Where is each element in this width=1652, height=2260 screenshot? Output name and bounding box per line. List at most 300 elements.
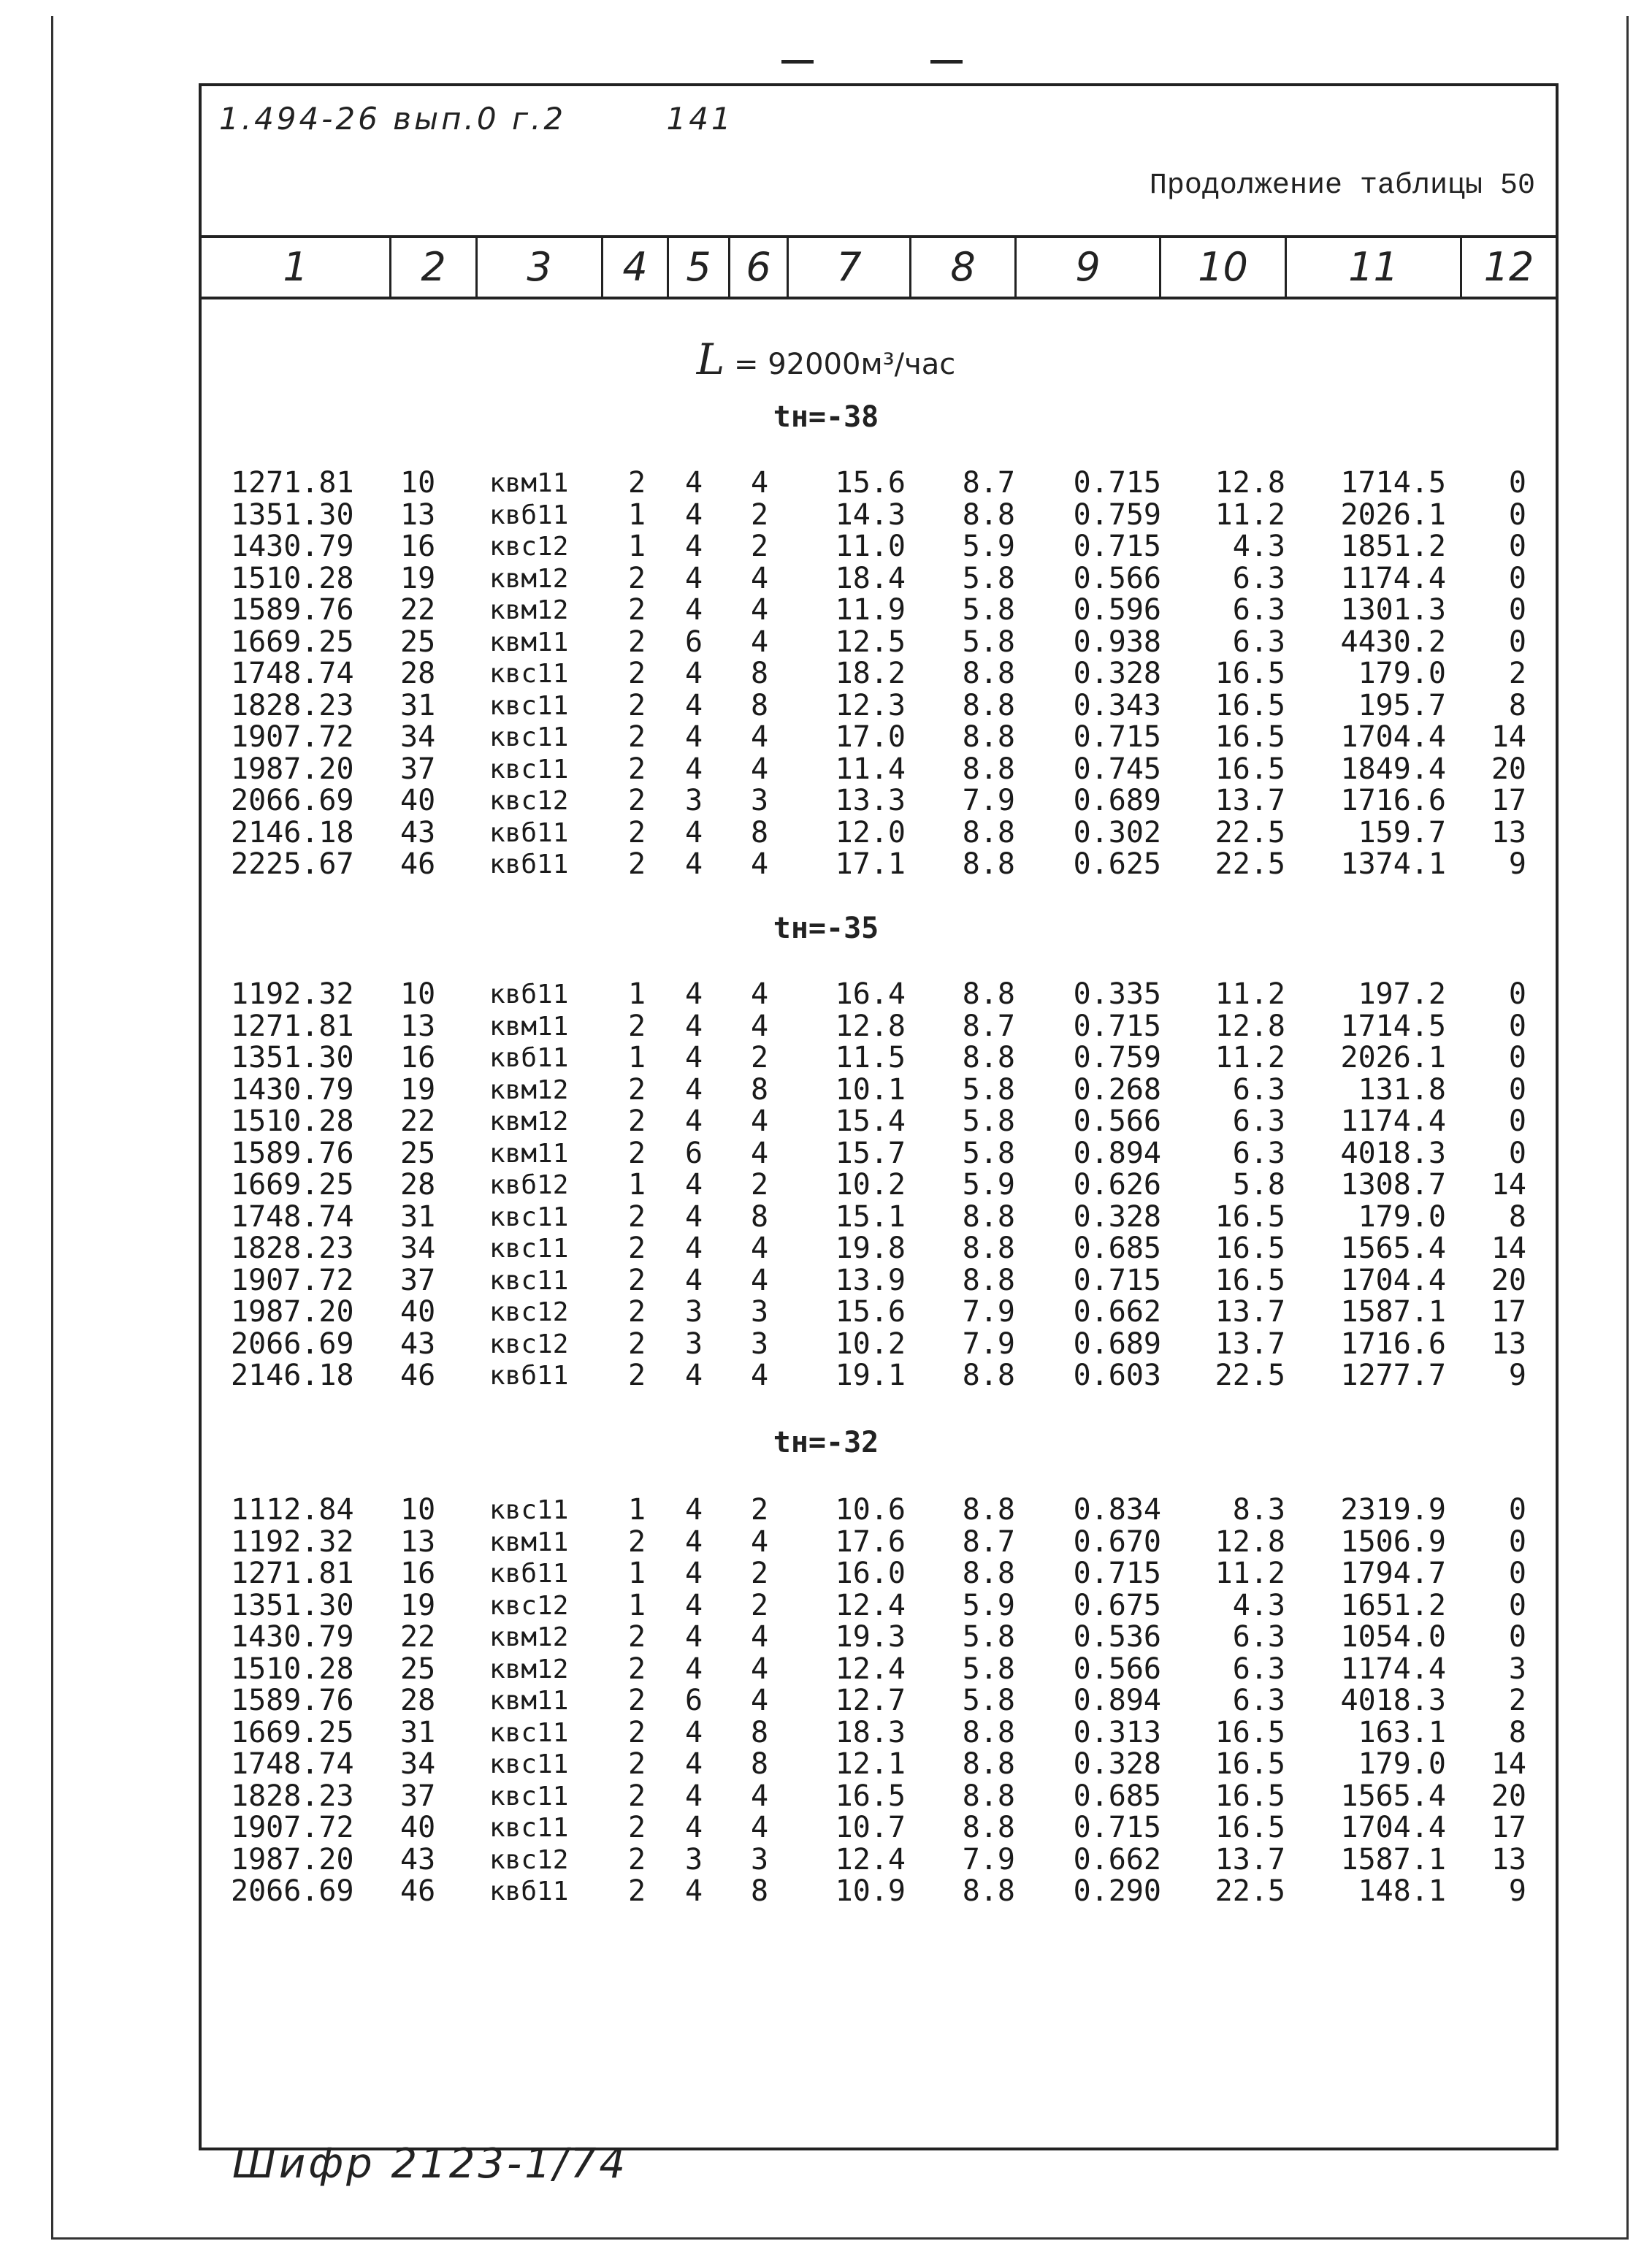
table-cell-col9: 0.536 (1073, 1620, 1161, 1654)
table-row (0, 531, 1652, 562)
table-cell-col6: 4 (750, 1104, 769, 1138)
table-cell-col4: 2 (627, 1326, 646, 1361)
table-cell-col11: 148.1 (1358, 1874, 1446, 1908)
table-cell-col1: 2066.69 (231, 784, 354, 817)
table-cell-col1: 1987.20 (231, 1295, 354, 1329)
table-cell-col4: 2 (627, 815, 646, 850)
table-cell-col5: 4 (684, 657, 703, 690)
table-row (0, 785, 1652, 817)
table-cell-col6: 2 (750, 1041, 769, 1074)
table-cell-col6: 4 (750, 625, 769, 659)
table-cell-col1: 1987.20 (231, 1842, 354, 1877)
table-cell-col3: квс12 (489, 1297, 569, 1327)
table-cell-col2: 19 (400, 1588, 436, 1622)
section-title: tн=-38 (773, 400, 879, 434)
table-cell-col10: 8.3 (1232, 1493, 1285, 1527)
table-cell-col11: 159.7 (1358, 815, 1446, 850)
table-cell-col4: 2 (627, 466, 646, 500)
table-cell-col7: 15.6 (835, 1295, 906, 1329)
table-cell-col5: 4 (684, 1524, 703, 1559)
table-cell-col1: 1987.20 (231, 752, 354, 786)
table-cell-col12: 8 (1508, 1199, 1526, 1234)
table-cell-col5: 4 (684, 688, 703, 722)
column-header-2: 2 (391, 238, 478, 297)
table-cell-col1: 1271.81 (231, 466, 354, 500)
table-cell-col7: 12.4 (835, 1652, 906, 1686)
table-cell-col9: 0.715 (1073, 1263, 1161, 1297)
table-cell-col12: 0 (1508, 625, 1526, 659)
table-cell-col12: 17 (1491, 1811, 1526, 1844)
table-cell-col12: 20 (1491, 752, 1526, 786)
table-cell-col5: 4 (684, 1493, 703, 1527)
table-cell-col11: 1565.4 (1340, 1779, 1446, 1813)
table-cell-col5: 4 (684, 847, 703, 881)
table-cell-col12: 13 (1491, 815, 1526, 850)
table-cell-col1: 1430.79 (231, 1620, 354, 1654)
table-cell-col3: квм11 (489, 1138, 569, 1169)
table-cell-col11: 1174.4 (1340, 1104, 1446, 1138)
table-cell-col9: 0.745 (1073, 752, 1161, 786)
table-cell-col7: 10.9 (835, 1874, 906, 1908)
table-cell-col9: 0.834 (1073, 1493, 1161, 1527)
table-cell-col9: 0.685 (1073, 1232, 1161, 1265)
table-cell-col3: квб11 (489, 817, 569, 848)
table-cell-col4: 1 (627, 1168, 646, 1202)
table-cell-col6: 3 (750, 784, 769, 817)
table-row (0, 595, 1652, 626)
table-cell-col1: 2066.69 (231, 1326, 354, 1361)
table-cell-col2: 13 (400, 497, 436, 532)
table-cell-col8: 8.8 (962, 720, 1015, 754)
table-cell-col3: квб11 (489, 1043, 569, 1073)
table-cell-col6: 4 (750, 1652, 769, 1686)
table-cell-col6: 3 (750, 1842, 769, 1877)
table-row (0, 1590, 1652, 1622)
table-cell-col1: 2225.67 (231, 847, 354, 881)
table-cell-col6: 4 (750, 1684, 769, 1717)
table-cell-col5: 4 (684, 1620, 703, 1654)
table-cell-col8: 7.9 (962, 1842, 1015, 1877)
table-cell-col9: 0.313 (1073, 1715, 1161, 1749)
table-cell-col6: 4 (750, 977, 769, 1011)
table-cell-col4: 2 (627, 1620, 646, 1654)
table-cell-col2: 22 (400, 1620, 436, 1654)
table-cell-col7: 10.2 (835, 1168, 906, 1202)
table-cell-col3: квб11 (489, 1877, 569, 1906)
table-cell-col12: 14 (1491, 1168, 1526, 1202)
table-cell-col11: 197.2 (1358, 977, 1446, 1011)
table-cell-col7: 12.0 (835, 815, 906, 850)
table-cell-col6: 8 (750, 1747, 769, 1781)
table-cell-col11: 4018.3 (1340, 1684, 1446, 1717)
table-cell-col10: 4.3 (1232, 1588, 1285, 1622)
table-cell-col7: 17.6 (835, 1524, 906, 1559)
table-cell-col9: 0.343 (1073, 688, 1161, 722)
column-header-9: 9 (1017, 238, 1161, 297)
table-cell-col2: 46 (400, 1874, 436, 1908)
table-cell-col4: 2 (627, 1715, 646, 1749)
table-cell-col7: 19.3 (835, 1620, 906, 1654)
table-cell-col1: 1828.23 (231, 1779, 354, 1813)
table-cell-col8: 8.8 (962, 1199, 1015, 1234)
table-cell-col3: квс11 (489, 1717, 569, 1748)
table-cell-col2: 19 (400, 561, 436, 595)
table-cell-col8: 8.8 (962, 1557, 1015, 1590)
table-cell-col12: 0 (1508, 1620, 1526, 1654)
column-header-7: 7 (789, 238, 911, 297)
table-cell-col7: 10.7 (835, 1811, 906, 1844)
table-cell-col8: 5.9 (962, 1588, 1015, 1622)
table-cell-col8: 7.9 (962, 784, 1015, 817)
table-cell-col4: 1 (627, 1588, 646, 1622)
table-cell-col12: 14 (1491, 1747, 1526, 1781)
table-cell-col7: 15.1 (835, 1199, 906, 1234)
table-cell-col10: 22.5 (1215, 1359, 1285, 1392)
table-cell-col12: 0 (1508, 1041, 1526, 1074)
table-cell-col5: 4 (684, 1232, 703, 1265)
table-row (0, 754, 1652, 785)
table-row (0, 563, 1652, 595)
table-cell-col1: 1669.25 (231, 625, 354, 659)
table-cell-col5: 4 (684, 593, 703, 627)
table-cell-col8: 5.8 (962, 1620, 1015, 1654)
column-header-3: 3 (478, 238, 603, 297)
table-cell-col3: квб11 (489, 1361, 569, 1391)
table-cell-col8: 5.8 (962, 561, 1015, 595)
reference-code: 1.494-26 вып.0 г.2 (219, 101, 567, 137)
table-cell-col8: 8.8 (962, 1359, 1015, 1392)
table-cell-col10: 16.5 (1215, 1263, 1285, 1297)
table-cell-col6: 8 (750, 1874, 769, 1908)
table-row (0, 1297, 1652, 1328)
table-cell-col10: 16.5 (1215, 657, 1285, 690)
continuation-title: Продолжение таблицы 50 (1149, 169, 1535, 202)
table-cell-col10: 6.3 (1232, 1072, 1285, 1107)
table-cell-col2: 25 (400, 1652, 436, 1686)
table-cell-col12: 9 (1508, 847, 1526, 881)
table-cell-col10: 16.5 (1215, 720, 1285, 754)
table-cell-col10: 22.5 (1215, 815, 1285, 850)
table-cell-col9: 0.596 (1073, 593, 1161, 627)
table-row (0, 1138, 1652, 1169)
table-cell-col12: 2 (1508, 657, 1526, 690)
table-cell-col7: 12.8 (835, 1009, 906, 1043)
column-header-8: 8 (911, 238, 1017, 297)
table-cell-col9: 0.566 (1073, 1652, 1161, 1686)
table-cell-col8: 8.8 (962, 1041, 1015, 1074)
table-cell-col5: 4 (684, 530, 703, 563)
table-cell-col1: 1669.25 (231, 1168, 354, 1202)
table-cell-col10: 11.2 (1215, 977, 1285, 1011)
table-cell-col3: квс11 (489, 754, 569, 784)
table-row (0, 1360, 1652, 1391)
table-cell-col7: 16.4 (835, 977, 906, 1011)
table-cell-col5: 4 (684, 1104, 703, 1138)
table-row (0, 690, 1652, 722)
table-cell-col2: 46 (400, 847, 436, 881)
table-cell-col10: 16.5 (1215, 1747, 1285, 1781)
table-cell-col5: 4 (684, 1557, 703, 1590)
table-cell-col10: 13.7 (1215, 1326, 1285, 1361)
table-cell-col1: 1748.74 (231, 1747, 354, 1781)
table-cell-col7: 12.4 (835, 1588, 906, 1622)
table-cell-col7: 11.4 (835, 752, 906, 786)
column-header-1: 1 (202, 238, 391, 297)
table-cell-col6: 4 (750, 720, 769, 754)
table-cell-col4: 2 (627, 1842, 646, 1877)
table-cell-col3: квс12 (489, 532, 569, 562)
table-cell-col3: квс11 (489, 1234, 569, 1264)
table-cell-col5: 6 (684, 1684, 703, 1717)
table-cell-col5: 4 (684, 1874, 703, 1908)
table-cell-col10: 6.3 (1232, 1136, 1285, 1170)
table-cell-col4: 2 (627, 625, 646, 659)
table-row (0, 1011, 1652, 1042)
table-cell-col7: 10.2 (835, 1326, 906, 1361)
table-cell-col10: 13.7 (1215, 1842, 1285, 1877)
table-cell-col12: 8 (1508, 1715, 1526, 1749)
table-cell-col3: квм11 (489, 468, 569, 498)
column-header-row (202, 235, 1556, 299)
table-cell-col5: 4 (684, 1009, 703, 1043)
table-cell-col5: 4 (684, 561, 703, 595)
table-row (0, 722, 1652, 753)
table-cell-col5: 4 (684, 1168, 703, 1202)
table-row (0, 1812, 1652, 1844)
table-cell-col11: 1714.5 (1340, 466, 1446, 500)
table-row (0, 1654, 1652, 1685)
table-cell-col4: 1 (627, 1493, 646, 1527)
top-dash-mark (930, 60, 963, 64)
table-cell-col12: 20 (1491, 1263, 1526, 1297)
column-header-12: 12 (1483, 244, 1534, 290)
table-cell-col6: 4 (750, 1359, 769, 1392)
table-cell-col8: 8.8 (962, 1715, 1015, 1749)
table-cell-col4: 2 (627, 752, 646, 786)
table-cell-col8: 5.8 (962, 1684, 1015, 1717)
table-row (0, 467, 1652, 499)
table-cell-col5: 3 (684, 1295, 703, 1329)
table-cell-col1: 1907.72 (231, 1811, 354, 1844)
table-cell-col9: 0.894 (1073, 1684, 1161, 1717)
table-cell-col12: 0 (1508, 1136, 1526, 1170)
table-cell-col2: 28 (400, 1168, 436, 1202)
table-cell-col3: квб11 (489, 1559, 569, 1589)
table-cell-col10: 16.5 (1215, 1232, 1285, 1265)
table-row (0, 979, 1652, 1010)
table-cell-col1: 1589.76 (231, 593, 354, 627)
table-row (0, 1233, 1652, 1264)
table-cell-col1: 2146.18 (231, 815, 354, 850)
table-cell-col11: 179.0 (1358, 1747, 1446, 1781)
table-cell-col7: 15.6 (835, 466, 906, 500)
table-cell-col4: 1 (627, 530, 646, 563)
airflow-heading (0, 335, 1652, 384)
table-cell-col12: 8 (1508, 688, 1526, 722)
table-cell-col7: 10.6 (835, 1493, 906, 1527)
table-cell-col6: 4 (750, 1232, 769, 1265)
table-cell-col12: 9 (1508, 1359, 1526, 1392)
table-cell-col9: 0.625 (1073, 847, 1161, 881)
table-cell-col2: 43 (400, 1842, 436, 1877)
table-cell-col11: 4430.2 (1340, 625, 1446, 659)
table-cell-col9: 0.689 (1073, 1326, 1161, 1361)
table-cell-col6: 4 (750, 1811, 769, 1844)
table-cell-col9: 0.894 (1073, 1136, 1161, 1170)
table-cell-col4: 2 (627, 1359, 646, 1392)
table-cell-col11: 1716.6 (1340, 1326, 1446, 1361)
table-cell-col4: 2 (627, 1136, 646, 1170)
document-reference (219, 101, 734, 137)
table-cell-col1: 1669.25 (231, 1715, 354, 1749)
table-cell-col6: 4 (750, 1620, 769, 1654)
table-cell-col5: 4 (684, 1811, 703, 1844)
table-cell-col11: 1704.4 (1340, 1263, 1446, 1297)
table-cell-col11: 131.8 (1358, 1072, 1446, 1107)
table-cell-col2: 40 (400, 1811, 436, 1844)
table-cell-col7: 12.3 (835, 688, 906, 722)
table-cell-col11: 1716.6 (1340, 784, 1446, 817)
table-cell-col12: 0 (1508, 977, 1526, 1011)
table-cell-col7: 10.1 (835, 1072, 906, 1107)
table-cell-col6: 8 (750, 657, 769, 690)
table-cell-col10: 6.3 (1232, 1620, 1285, 1654)
table-cell-col6: 4 (750, 561, 769, 595)
table-cell-col6: 2 (750, 1168, 769, 1202)
table-row (0, 1717, 1652, 1749)
table-cell-col10: 12.8 (1215, 1009, 1285, 1043)
table-cell-col8: 5.8 (962, 1104, 1015, 1138)
column-header-11: 11 (1287, 238, 1462, 297)
table-cell-col11: 2026.1 (1340, 1041, 1446, 1074)
table-cell-col7: 18.3 (835, 1715, 906, 1749)
table-cell-col2: 43 (400, 815, 436, 850)
table-cell-col1: 1510.28 (231, 1104, 354, 1138)
table-cell-col7: 17.0 (835, 720, 906, 754)
table-cell-col1: 1828.23 (231, 688, 354, 722)
table-cell-col1: 1510.28 (231, 561, 354, 595)
table-cell-col8: 5.8 (962, 625, 1015, 659)
table-cell-col5: 4 (684, 720, 703, 754)
table-cell-col7: 11.9 (835, 593, 906, 627)
table-cell-col3: квм12 (489, 1107, 569, 1137)
table-cell-col11: 2319.9 (1340, 1493, 1446, 1527)
table-cell-col7: 13.3 (835, 784, 906, 817)
table-cell-col1: 1589.76 (231, 1136, 354, 1170)
table-cell-col7: 16.5 (835, 1779, 906, 1813)
table-cell-col11: 1849.4 (1340, 752, 1446, 786)
table-cell-col5: 4 (684, 815, 703, 850)
table-row (0, 849, 1652, 880)
table-cell-col2: 43 (400, 1326, 436, 1361)
table-cell-col1: 1112.84 (231, 1493, 354, 1527)
table-cell-col12: 0 (1508, 1588, 1526, 1622)
table-cell-col12: 0 (1508, 1493, 1526, 1527)
table-cell-col2: 34 (400, 1747, 436, 1781)
table-cell-col6: 2 (750, 1493, 769, 1527)
table-cell-col8: 8.8 (962, 815, 1015, 850)
table-cell-col1: 1351.30 (231, 1041, 354, 1074)
page-number: 141 (666, 101, 734, 137)
table-cell-col2: 13 (400, 1009, 436, 1043)
table-cell-col3: квс12 (489, 1590, 569, 1621)
table-row (0, 1326, 1652, 1361)
table-cell-col10: 6.3 (1232, 1652, 1285, 1686)
table-cell-col2: 10 (400, 466, 436, 500)
table-cell-col11: 1651.2 (1340, 1588, 1446, 1622)
table-cell-col10: 16.5 (1215, 688, 1285, 722)
table-cell-col11: 2026.1 (1340, 497, 1446, 532)
table-cell-col9: 0.675 (1073, 1588, 1161, 1622)
table-cell-col7: 19.8 (835, 1232, 906, 1265)
table-cell-col8: 8.8 (962, 1874, 1015, 1908)
table-cell-col1: 1907.72 (231, 1263, 354, 1297)
table-cell-col2: 37 (400, 1779, 436, 1813)
table-cell-col10: 6.3 (1232, 1684, 1285, 1717)
table-cell-col12: 9 (1508, 1874, 1526, 1908)
table-cell-col6: 2 (750, 497, 769, 532)
table-cell-col2: 37 (400, 1263, 436, 1297)
table-cell-col7: 17.1 (835, 847, 906, 881)
table-cell-col12: 17 (1491, 784, 1526, 817)
table-cell-col5: 4 (684, 1715, 703, 1749)
table-cell-col11: 163.1 (1358, 1715, 1446, 1749)
column-header-6: 6 (730, 238, 789, 297)
table-cell-col9: 0.290 (1073, 1874, 1161, 1908)
table-cell-col1: 1192.32 (231, 1524, 354, 1559)
table-cell-col4: 2 (627, 1009, 646, 1043)
table-cell-col12: 0 (1508, 1009, 1526, 1043)
table-cell-col8: 8.8 (962, 752, 1015, 786)
table-cell-col3: квм12 (489, 1654, 569, 1684)
table-cell-col4: 2 (627, 1779, 646, 1813)
table-cell-col3: квс11 (489, 1749, 569, 1779)
table-cell-col2: 25 (400, 1136, 436, 1170)
top-dash-mark (781, 60, 814, 64)
table-cell-col4: 2 (627, 784, 646, 817)
table-cell-col2: 28 (400, 657, 436, 690)
table-cell-col10: 11.2 (1215, 497, 1285, 532)
table-cell-col3: квм11 (489, 627, 569, 657)
table-cell-col3: квм12 (489, 1074, 569, 1105)
table-cell-col1: 1351.30 (231, 497, 354, 532)
table-cell-col6: 2 (750, 1588, 769, 1622)
table-cell-col1: 1589.76 (231, 1684, 354, 1717)
table-cell-col9: 0.715 (1073, 720, 1161, 754)
table-cell-col2: 25 (400, 625, 436, 659)
table-cell-col11: 1174.4 (1340, 1652, 1446, 1686)
table-cell-col5: 4 (684, 1652, 703, 1686)
table-cell-col4: 1 (627, 1557, 646, 1590)
table-cell-col12: 14 (1491, 720, 1526, 754)
table-cell-col4: 1 (627, 977, 646, 1011)
table-cell-col3: квм11 (489, 1011, 569, 1042)
table-cell-col1: 1271.81 (231, 1009, 354, 1043)
table-cell-col9: 0.328 (1073, 1199, 1161, 1234)
table-cell-col2: 31 (400, 1715, 436, 1749)
cipher-signature: Шифр 2123-1/74 (232, 2140, 628, 2188)
table-cell-col10: 16.5 (1215, 1715, 1285, 1749)
table-cell-col4: 2 (627, 1684, 646, 1717)
table-cell-col7: 13.9 (835, 1263, 906, 1297)
table-cell-col1: 1748.74 (231, 1199, 354, 1234)
table-cell-col12: 2 (1508, 1684, 1526, 1717)
table-cell-col9: 0.715 (1073, 466, 1161, 500)
table-row (0, 1106, 1652, 1137)
table-cell-col2: 16 (400, 1041, 436, 1074)
table-cell-col11: 179.0 (1358, 1199, 1446, 1234)
table-cell-col10: 11.2 (1215, 1557, 1285, 1590)
